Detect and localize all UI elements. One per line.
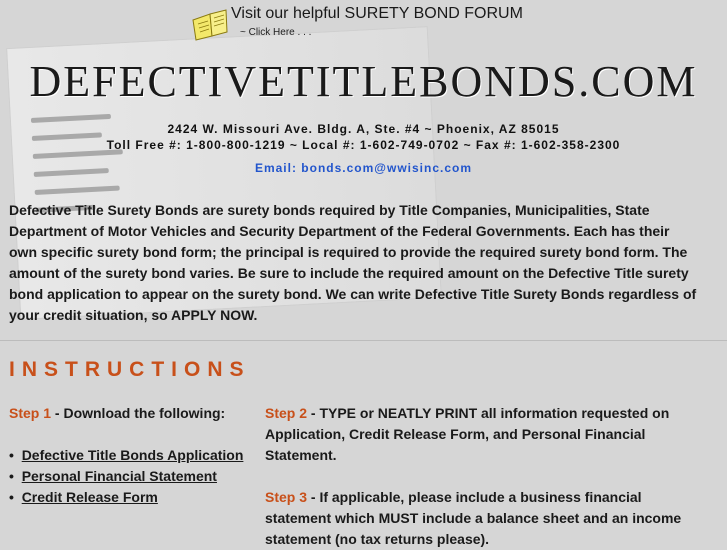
download-item [9, 445, 249, 466]
phone-numbers: Toll Free #: 1-800-800-1219 ~ Local #: 1-602-749-0702 ~ Fax #: 1-602-358-2300 [106, 138, 621, 152]
email-link[interactable]: Email: bonds.com@wwisinc.com [254, 161, 473, 175]
address: 2424 W. Missouri Ave. Bldg. A, Ste. #4 ~ Phoenix, AZ 85015 [167, 122, 560, 136]
forum-banner-title[interactable]: Visit our helpful SURETY BOND FORUM [231, 5, 523, 22]
bg-line [35, 185, 120, 194]
instructions-left-column [9, 403, 249, 508]
step-2-text: - TYPE or NEATLY PRINT all information requested on Application, Credit Release Form, and Personal Financial Statement. [265, 405, 670, 463]
credit-release-download-link[interactable]: Credit Release Form [21, 489, 158, 505]
step-3 [265, 487, 705, 550]
download-list [9, 445, 249, 508]
step-3-text: - If applicable, please include a business financial statement which MUST include a balance sheet and an income statement (no tax returns please). [265, 489, 682, 547]
step-1-label: Step 1 [9, 405, 52, 421]
bullet: • [9, 489, 14, 505]
download-item [9, 487, 249, 508]
step-1-text: - Download the following: [51, 405, 226, 421]
open-book-icon [190, 6, 230, 42]
download-item [9, 466, 249, 487]
bullet: • [9, 468, 14, 484]
intro-paragraph: Defective Title Surety Bonds are surety bonds required by Title Companies, Municipalities, State Department of Motor Vehicles and Security Department of the Federal Governments. Each has their own specific surety bond form; the principal is required to provide the required surety bond form. The amount of the surety bond varies. Be sure to include the required amount on the Defective Title surety bond application to appear on the surety bond. We can write Defective Title Surety Bonds regardless of your credit situation, so APPLY NOW. [9, 202, 697, 323]
divider [0, 340, 727, 341]
application-download-link[interactable]: Defective Title Bonds Application [21, 447, 244, 463]
surety-bond-forum-link[interactable] [190, 4, 530, 44]
bullet: • [9, 447, 14, 463]
instructions-right-column [265, 403, 705, 550]
forum-banner-subtitle[interactable]: ~ Click Here . . . [240, 27, 312, 38]
step-2-label: Step 2 [265, 405, 308, 421]
instructions-heading: INSTRUCTIONS [9, 358, 251, 381]
step-2 [265, 403, 705, 466]
spacer [265, 466, 705, 487]
financial-statement-download-link[interactable]: Personal Financial Statement [21, 468, 217, 484]
step-1 [9, 403, 249, 424]
site-title: DEFECTIVETITLEBONDS.COM [29, 57, 698, 106]
step-3-label: Step 3 [265, 489, 308, 505]
